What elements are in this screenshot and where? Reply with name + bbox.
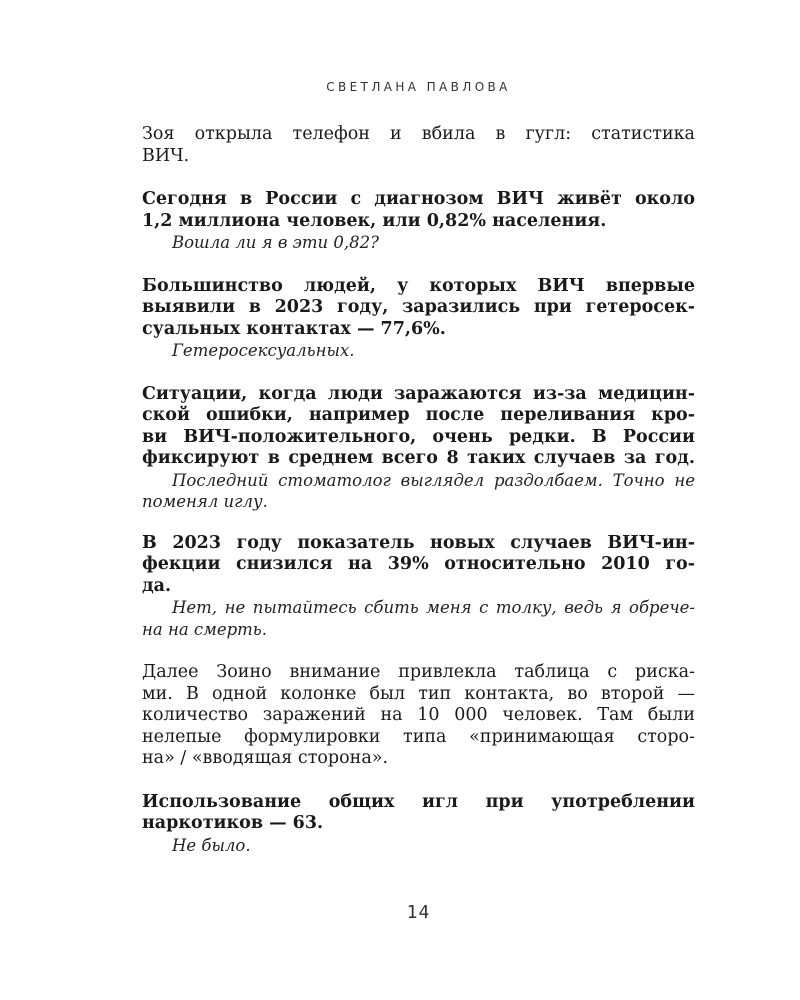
statistic-line: ской ошибки, например после переливания кро-: [142, 405, 695, 425]
statistic-block: [142, 533, 695, 641]
statistic-block: [142, 792, 695, 857]
running-head-author: СВЕТЛАНА ПАВЛОВА: [326, 80, 511, 94]
text-line: на» / «вводящая сторона».: [142, 748, 389, 768]
book-page: [142, 0, 695, 1000]
statistic-line: ви ВИЧ-положительного, очень редки. В России: [142, 426, 695, 447]
statistic-line: Использование общих игл при употреблении: [142, 791, 695, 812]
text-line: количество заражений на 10 000 человек. Там были: [142, 705, 695, 725]
thought-line: Не было.: [172, 835, 251, 855]
statistic-block: [142, 384, 695, 513]
statistic-block: [142, 276, 695, 362]
text-line: Зоя открыла телефон и вбила в гугл: статистика: [142, 124, 695, 144]
statistic-line: наркотиков — 63.: [142, 813, 324, 833]
narrative-paragraph: [142, 124, 695, 167]
statistic-line: В 2023 году показатель новых случаев ВИЧ-ин-: [142, 532, 695, 553]
statistic-line: фиксируют в среднем всего 8 таких случаев за год.: [142, 448, 695, 468]
text-line: Далее Зоино внимание привлекла таблица с риска-: [142, 662, 695, 682]
text-line: ВИЧ.: [142, 145, 190, 166]
thought-line: поменял иглу.: [142, 492, 268, 511]
page-body: [142, 124, 695, 856]
narrative-paragraph: [142, 662, 695, 770]
text-line: нелепые формулировки типа «принимающая сторо-: [142, 726, 695, 747]
thought-line: Нет, не пытайтесь сбить меня с толку, ведь я обрече-: [172, 598, 695, 617]
statistic-line: 1,2 миллиона человек, или 0,82% населения.: [142, 210, 607, 231]
statistic-line: Ситуации, когда люди заражаются из-за медицин-: [142, 383, 695, 404]
statistic-line: выявили в 2023 году, заразились при гетеросек-: [142, 297, 695, 317]
thought-line: на на смерть.: [142, 619, 268, 639]
statistic-line: да.: [142, 575, 172, 596]
statistic-line: фекции снизился на 39% относительно 2010 го-: [142, 554, 695, 574]
statistic-line: Большинство людей, у которых ВИЧ впервые: [142, 275, 695, 296]
thought-line: Последний стоматолог выглядел раздолбаем. Точно не: [172, 470, 695, 490]
text-line: ми. В одной колонке был тип контакта, во второй —: [142, 683, 695, 704]
thought-line: Вошла ли я в эти 0,82?: [172, 233, 380, 252]
statistic-block: [142, 189, 695, 254]
thought-line: Гетеросексуальных.: [172, 341, 355, 360]
statistic-line: суальных контактах — 77,6%.: [142, 318, 446, 339]
statistic-line: Сегодня в России с диагнозом ВИЧ живёт около: [142, 189, 695, 209]
page-number: 14: [406, 902, 431, 923]
